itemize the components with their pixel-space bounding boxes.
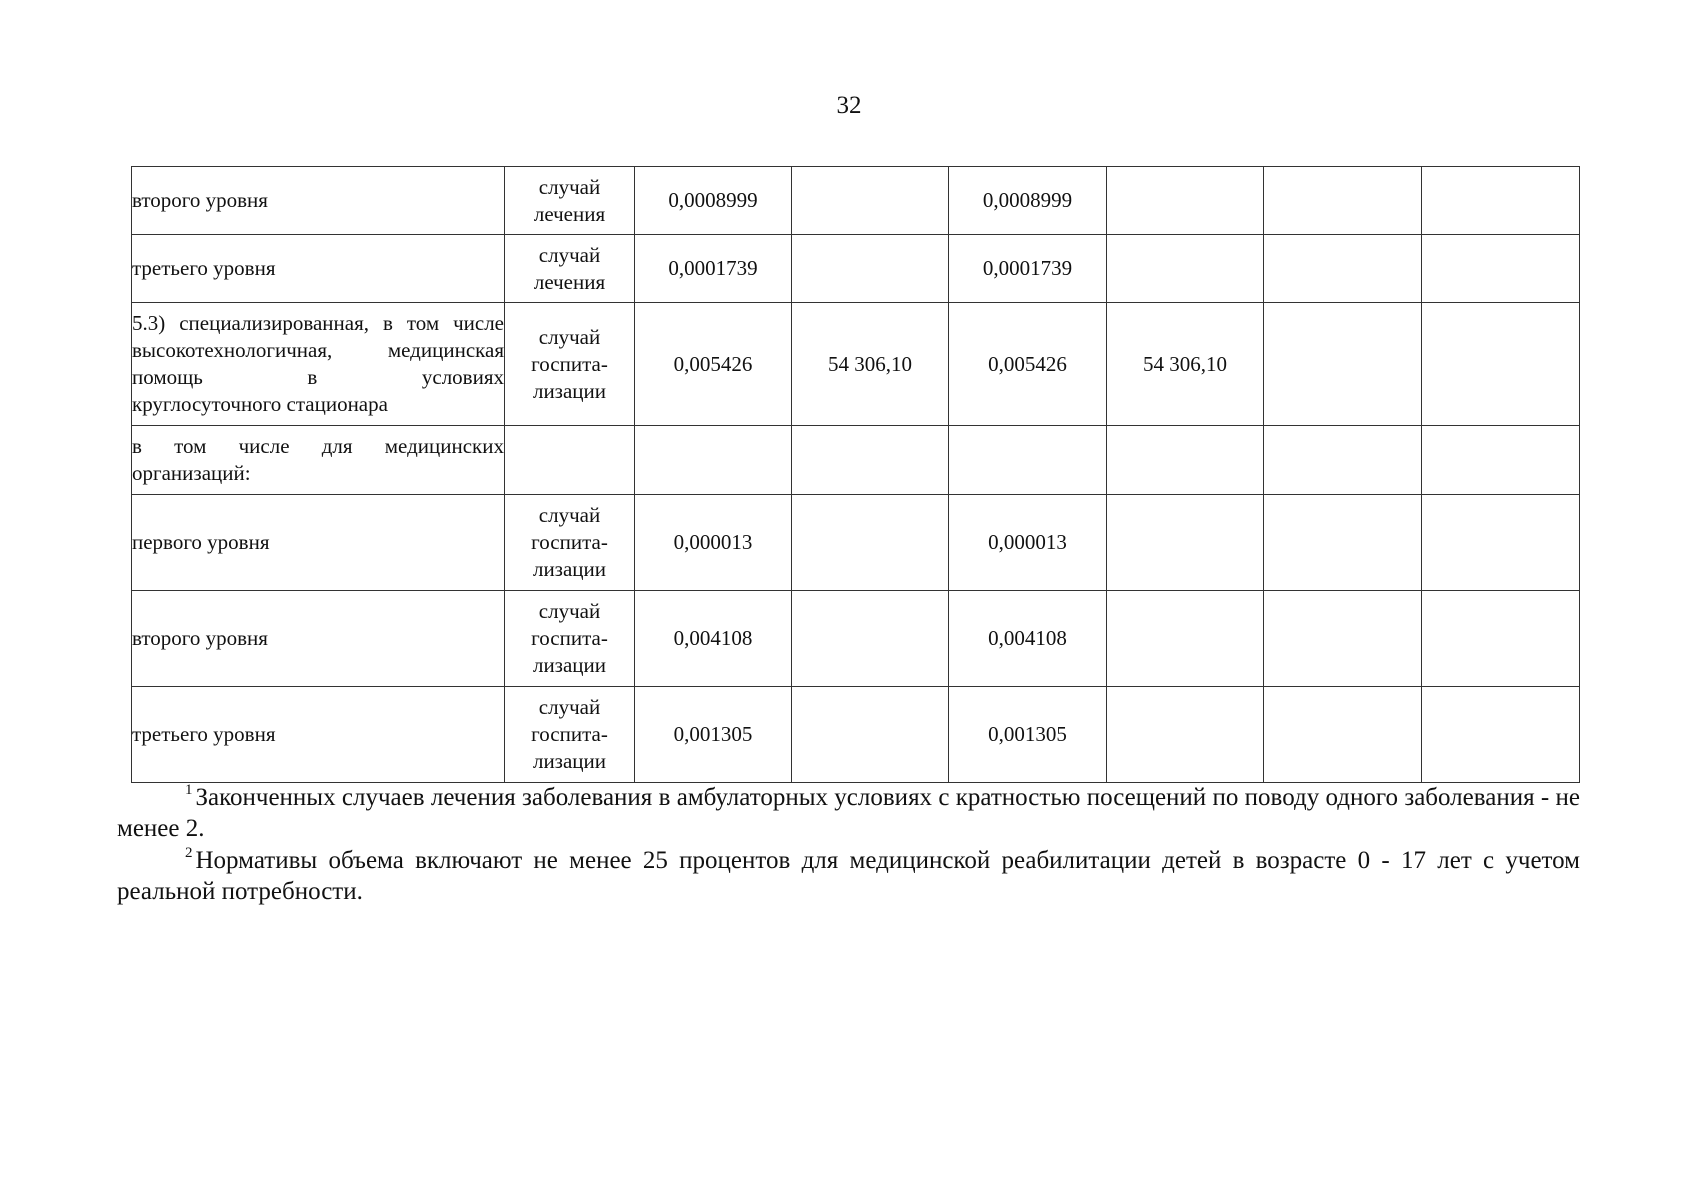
- row-label: [132, 426, 505, 495]
- value-cell: [1107, 591, 1264, 687]
- footnote-mark: 1: [185, 782, 193, 798]
- value-cell: 0,004108: [949, 591, 1107, 687]
- unit-cell: случай лечения: [505, 235, 635, 303]
- row-label-last-line: круглосуточного стационара: [132, 392, 388, 416]
- table-row: [132, 167, 1580, 235]
- value-cell: 0,005426: [949, 303, 1107, 426]
- value-cell: [1107, 687, 1264, 783]
- row-label: третьего уровня: [132, 687, 505, 783]
- value-cell: 0,005426: [635, 303, 792, 426]
- value-cell: [792, 687, 949, 783]
- value-cell: 0,0001739: [949, 235, 1107, 303]
- value-cell: [1107, 426, 1264, 495]
- value-cell: [635, 426, 792, 495]
- value-cell: [1422, 426, 1580, 495]
- value-cell: [1264, 426, 1422, 495]
- value-cell: [792, 426, 949, 495]
- value-cell: 0,004108: [635, 591, 792, 687]
- value-cell: [1107, 235, 1264, 303]
- unit-cell: случай госпита-лизации: [505, 591, 635, 687]
- row-label: первого уровня: [132, 495, 505, 591]
- value-cell: [792, 235, 949, 303]
- row-label-last-line: организаций:: [132, 461, 251, 485]
- value-cell: [1264, 235, 1422, 303]
- unit-cell: случай госпита-лизации: [505, 687, 635, 783]
- unit-cell: случай госпита-лизации: [505, 495, 635, 591]
- value-cell: [1264, 687, 1422, 783]
- value-cell: [1422, 495, 1580, 591]
- value-cell: [1107, 167, 1264, 235]
- footnote-mark: 2: [185, 845, 193, 861]
- value-cell: [949, 426, 1107, 495]
- footnote-text: Законченных случаев лечения заболевания в амбулаторных условиях с кратностью посещений по поводу одного заболевания - не менее 2.: [117, 784, 1580, 842]
- value-cell: [1422, 303, 1580, 426]
- value-cell: [1264, 591, 1422, 687]
- value-cell: [1264, 303, 1422, 426]
- footnotes: [117, 782, 1580, 908]
- table-row: [132, 495, 1580, 591]
- unit-cell: [505, 426, 635, 495]
- value-cell: 0,0008999: [949, 167, 1107, 235]
- table-row: [132, 235, 1580, 303]
- row-label: [132, 303, 505, 426]
- value-cell: 0,000013: [635, 495, 792, 591]
- unit-cell: случай госпита-лизации: [505, 303, 635, 426]
- value-cell: [1107, 495, 1264, 591]
- value-cell: 54 306,10: [792, 303, 949, 426]
- row-label: второго уровня: [132, 591, 505, 687]
- value-cell: [792, 167, 949, 235]
- table-row: [132, 426, 1580, 495]
- row-label: третьего уровня: [132, 235, 505, 303]
- table-row: [132, 303, 1580, 426]
- value-cell: 0,0008999: [635, 167, 792, 235]
- row-label-text: 5.3) специализированная, в том числе высокотехнологичная, медицинская помощь в условиях: [132, 311, 504, 389]
- value-cell: 0,0001739: [635, 235, 792, 303]
- row-label: второго уровня: [132, 167, 505, 235]
- value-cell: [1422, 687, 1580, 783]
- value-cell: 0,001305: [635, 687, 792, 783]
- value-cell: [792, 591, 949, 687]
- value-cell: [1422, 235, 1580, 303]
- value-cell: 0,000013: [949, 495, 1107, 591]
- value-cell: [1264, 167, 1422, 235]
- footnote-text: Нормативы объема включают не менее 25 процентов для медицинской реабилитации детей в возрасте 0 - 17 лет с учетом реальной потребности.: [117, 847, 1580, 905]
- volume-norms-table: [131, 166, 1580, 783]
- table-row: [132, 591, 1580, 687]
- row-label-text: в том числе для медицинских: [132, 434, 504, 458]
- value-cell: [1422, 591, 1580, 687]
- value-cell: [792, 495, 949, 591]
- value-cell: [1264, 495, 1422, 591]
- unit-cell: случай лечения: [505, 167, 635, 235]
- table-row: [132, 687, 1580, 783]
- value-cell: [1422, 167, 1580, 235]
- footnote-2: [117, 845, 1580, 907]
- page-number: 32: [836, 92, 862, 119]
- value-cell: 54 306,10: [1107, 303, 1264, 426]
- value-cell: 0,001305: [949, 687, 1107, 783]
- footnote-1: [117, 782, 1580, 844]
